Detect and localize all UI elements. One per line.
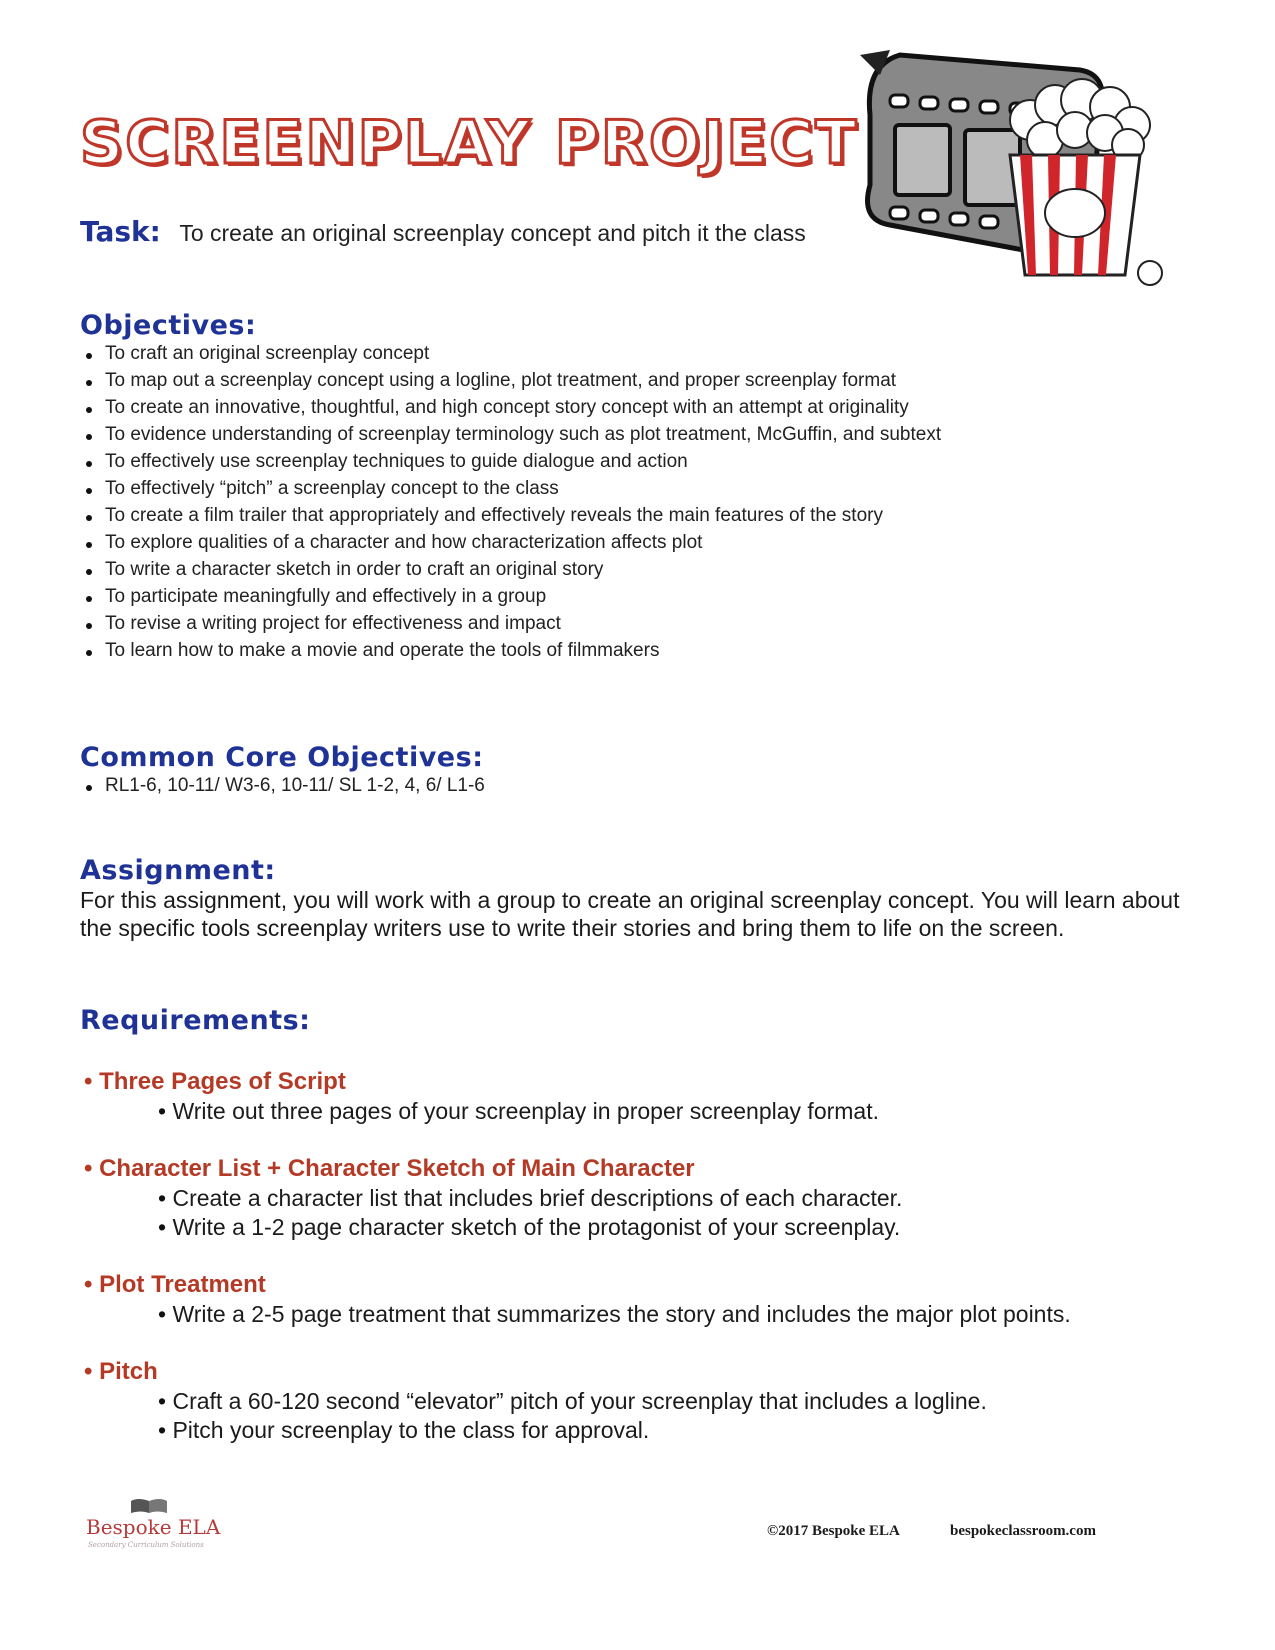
list-item: To participate meaningfully and effectively in a group	[80, 583, 941, 610]
film-popcorn-illustration	[860, 45, 1210, 310]
task-text: To create an original screenplay concept and pitch it the class	[179, 220, 806, 246]
assignment-text: For this assignment, you will work with a group to create an original screenplay concept. You will learn about the specific tools screenplay writers use to write their stories and bring them to life on the screen.	[80, 887, 1180, 941]
list-item: To revise a writing project for effectiveness and impact	[80, 610, 941, 637]
bespoke-logo	[86, 1495, 221, 1555]
requirement-title: • Three Pages of Script	[84, 1068, 346, 1096]
task-row	[80, 215, 806, 248]
book-logo-icon	[86, 1495, 216, 1517]
requirement-detail: • Write a 2-5 page treatment that summarizes the story and includes the major plot points.	[158, 1301, 1071, 1328]
list-item: To create a film trailer that appropriately and effectively reveals the main features of the story	[80, 502, 941, 529]
logo-tagline: Secondary Curriculum Solutions	[88, 1541, 204, 1549]
list-item: To craft an original screenplay concept	[80, 340, 941, 367]
requirement-detail: • Create a character list that includes brief descriptions of each character.	[158, 1185, 902, 1212]
popcorn-icon	[1010, 79, 1162, 285]
common-core-heading: Common Core Objectives:	[80, 742, 484, 773]
footer-url[interactable]: bespokeclassroom.com	[950, 1523, 1096, 1539]
requirement-detail: • Craft a 60-120 second “elevator” pitch of your screenplay that includes a logline.	[158, 1388, 987, 1415]
task-label: Task:	[80, 215, 161, 248]
list-item: To map out a screenplay concept using a logline, plot treatment, and proper screenplay format	[80, 367, 941, 394]
list-item: To write a character sketch in order to craft an original story	[80, 556, 941, 583]
list-item: To explore qualities of a character and how characterization affects plot	[80, 529, 941, 556]
objectives-list	[80, 340, 941, 664]
list-item: To create an innovative, thoughtful, and high concept story concept with an attempt at originality	[80, 394, 941, 421]
footer-copyright: ©2017 Bespoke ELA	[767, 1523, 900, 1539]
logo-text: Bespoke ELA	[86, 1515, 221, 1539]
requirement-title: • Pitch	[84, 1358, 158, 1386]
requirement-detail: • Pitch your screenplay to the class for approval.	[158, 1417, 649, 1444]
requirement-title: • Plot Treatment	[84, 1271, 266, 1299]
list-item: To effectively use screenplay techniques to guide dialogue and action	[80, 448, 941, 475]
list-item: RL1-6, 10-11/ W3-6, 10-11/ SL 1-2, 4, 6/ L1-6	[80, 772, 485, 799]
list-item: To evidence understanding of screenplay terminology such as plot treatment, McGuffin, and subtext	[80, 421, 941, 448]
requirements-heading: Requirements:	[80, 1005, 311, 1036]
objectives-heading: Objectives:	[80, 310, 257, 341]
common-core-list	[80, 772, 485, 799]
requirement-title: • Character List + Character Sketch of Main Character	[84, 1155, 695, 1183]
list-item: To effectively “pitch” a screenplay concept to the class	[80, 475, 941, 502]
page-title: SCREENPLAY PROJECT	[80, 108, 859, 178]
assignment-heading: Assignment:	[80, 855, 276, 886]
requirement-detail: • Write out three pages of your screenplay in proper screenplay format.	[158, 1098, 879, 1125]
requirement-detail: • Write a 1-2 page character sketch of the protagonist of your screenplay.	[158, 1214, 900, 1241]
list-item: To learn how to make a movie and operate the tools of filmmakers	[80, 637, 941, 664]
